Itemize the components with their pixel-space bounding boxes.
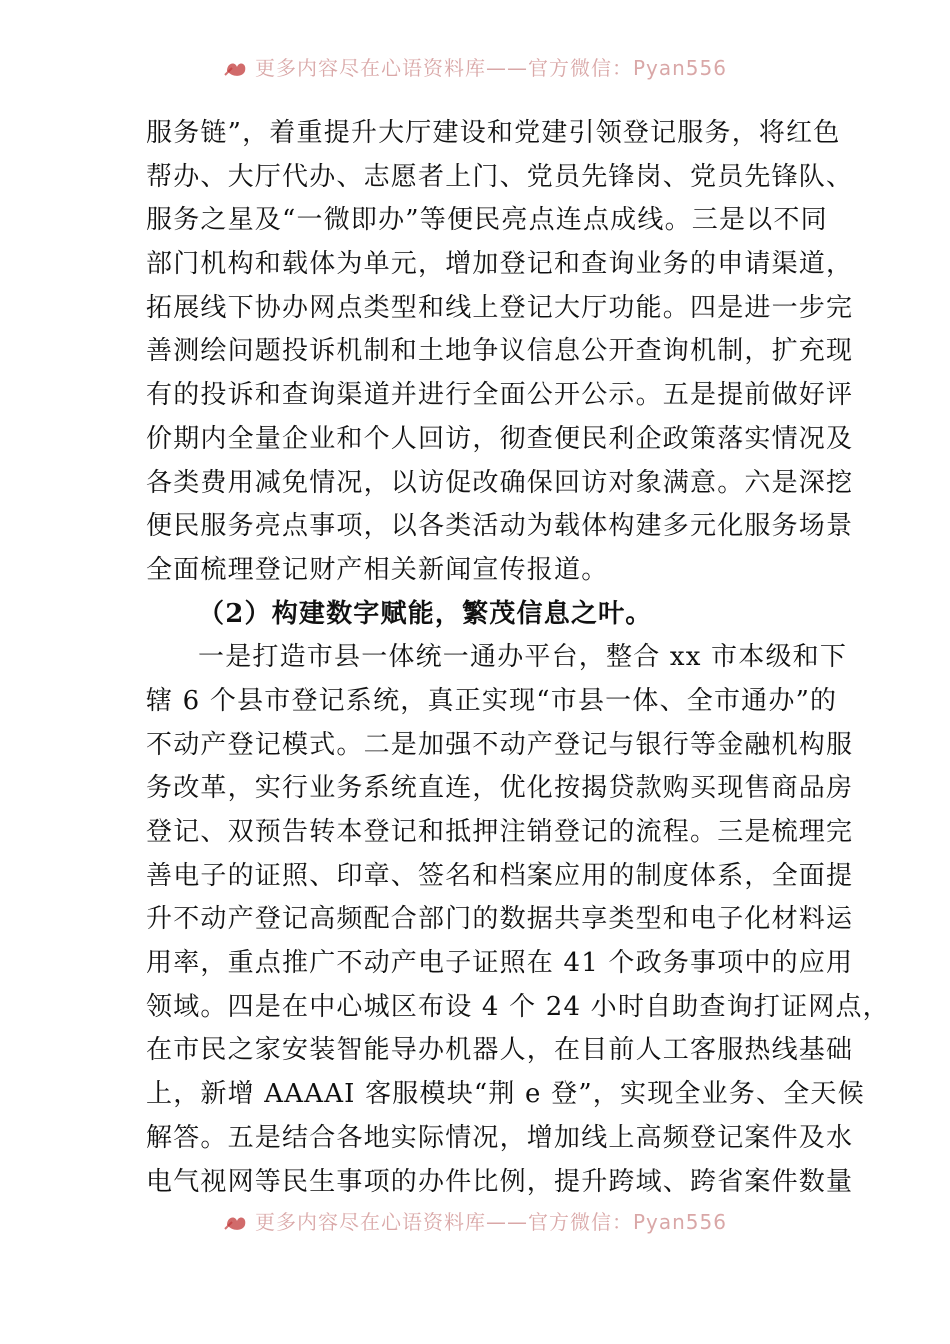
section-heading: （2）构建数字赋能，繁茂信息之叶。	[198, 598, 653, 629]
text-line: 服务之星及“一微即办”等便民亮点连点成线。三是以不同	[146, 205, 828, 236]
text-line: 全面梳理登记财产相关新闻宣传报道。	[146, 554, 609, 585]
watermark-text: 更多内容尽在心语资料库——官方微信：Pyan556	[254, 1210, 727, 1234]
text-line: 登记、双预告转本登记和抵押注销登记的流程。三是梳理完	[146, 817, 854, 847]
text-line: 辖 6 个县市登记系统，真正实现“市县一体、全市通办”的	[146, 685, 838, 716]
text-line: 善电子的证照、印章、签名和档案应用的制度体系，全面提	[146, 860, 854, 891]
watermark-footer	[0, 1206, 950, 1240]
text-line: 电气视网等民生事项的办件比例，提升跨域、跨省案件数量	[146, 1166, 854, 1197]
text-line: 上，新增 AAAAI 客服模块“荆 e 登”，实现全业务、全天候	[146, 1079, 865, 1110]
text-line: 便民服务亮点事项，以各类活动为载体构建多元化服务场景	[146, 511, 854, 542]
watermark-logo-icon	[223, 57, 249, 79]
text-line: 不动产登记模式。二是加强不动产登记与银行等金融机构服	[146, 729, 854, 760]
text-line: 帮办、大厅代办、志愿者上门、党员先锋岗、党员先锋队、	[146, 161, 854, 192]
watermark-logo-icon	[223, 1211, 249, 1233]
document-body	[146, 112, 890, 1204]
text-line: 升不动产登记高频配合部门的数据共享类型和电子化材料运	[146, 904, 854, 935]
text-line: 一是打造市县一体统一通办平台，整合 xx 市本级和下	[198, 642, 848, 673]
text-line: 拓展线下协办网点类型和线上登记大厅功能。四是进一步完	[146, 292, 854, 323]
text-line: 领域。四是在中心城区布设 4 个 24 小时自助查询打证网点，	[146, 991, 890, 1022]
paragraph-digital-empowerment	[146, 636, 890, 1204]
text-line: 部门机构和载体为单元，增加登记和查询业务的申请渠道，	[146, 249, 854, 280]
watermark-text: 更多内容尽在心语资料库——官方微信：Pyan556	[254, 56, 727, 80]
text-line: 务改革，实行业务系统直连，优化按揭贷款购买现售商品房	[146, 773, 854, 804]
text-line: 在市民之家安装智能导办机器人，在目前人工客服热线基础	[146, 1035, 854, 1066]
watermark-header	[0, 52, 950, 86]
text-line: 用率，重点推广不动产电子证照在 41 个政务事项中的应用	[146, 948, 854, 979]
text-line: 价期内全量企业和个人回访，彻查便民利企政策落实情况及	[146, 423, 854, 454]
text-line: 服务链”，着重提升大厅建设和党建引领登记服务，将红色	[146, 118, 841, 148]
text-line: 解答。五是结合各地实际情况，增加线上高频登记案件及水	[146, 1122, 854, 1153]
text-line: 有的投诉和查询渠道并进行全面公开公示。五是提前做好评	[146, 380, 854, 411]
paragraph-continuation	[146, 112, 854, 593]
text-line: 善测绘问题投诉机制和土地争议信息公开查询机制，扩充现	[146, 336, 854, 367]
text-line: 各类费用减免情况，以访促改确保回访对象满意。六是深挖	[146, 467, 854, 498]
